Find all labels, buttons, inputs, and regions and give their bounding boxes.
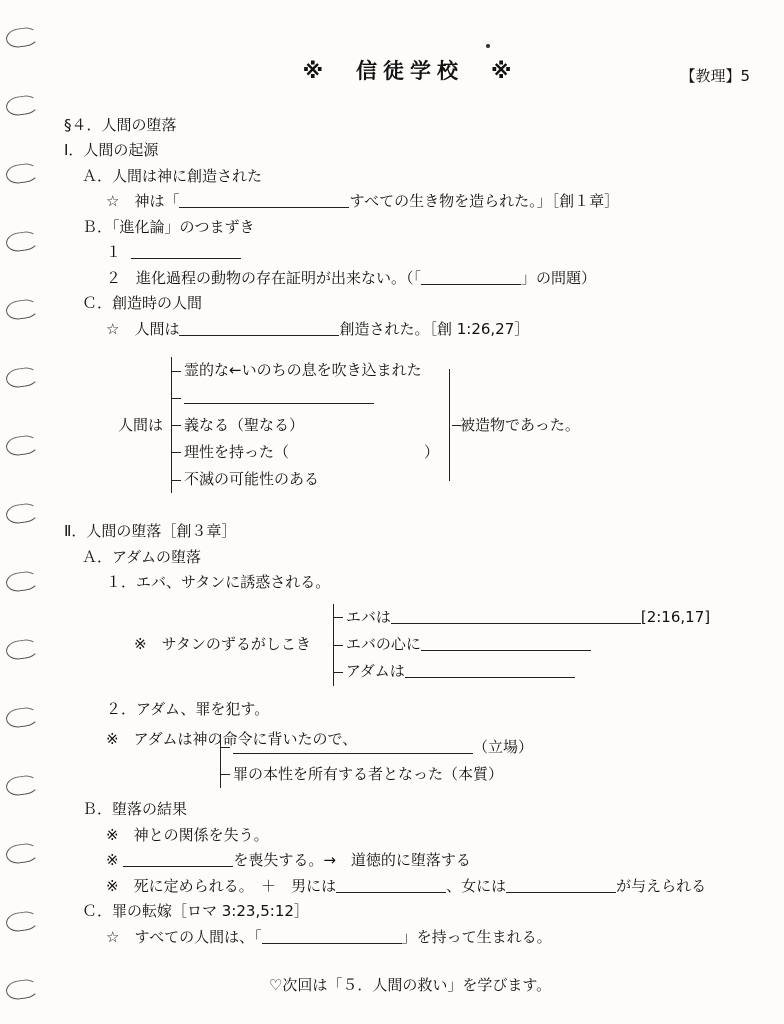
item-1-b-2-pre: ２ 進化過程の動物の存在証明が出来ない。（「 [106, 268, 422, 287]
satan-temptation-brace-group [134, 604, 760, 686]
item-2-c-star [106, 926, 760, 949]
item-1-a-star-post: すべての生き物を造られた。」［創１章］ [349, 192, 620, 210]
item-2-b: Ｂ．堕落の結果 [82, 800, 188, 818]
page-header [60, 56, 760, 88]
brace-row: 理性を持った（ ） [184, 439, 439, 466]
item-2-a-2: ２．アダム、罪を犯す。 [106, 699, 270, 718]
brace-row [346, 631, 710, 658]
blank-field[interactable] [233, 737, 473, 754]
page-number: 【教理】5 [680, 67, 750, 85]
left-brace [171, 357, 439, 493]
blank-field[interactable] [262, 927, 402, 944]
item-2-b-1: ※ 神との関係を失う。 [106, 825, 269, 844]
blank-field[interactable] [391, 607, 641, 624]
item-2-b-3-pre: ※ 死に定められる。 ＋ 男には [106, 876, 337, 895]
item-1-a: Ａ．人間は神に創造された [82, 166, 263, 185]
item-2-b-2 [106, 849, 760, 872]
item-1-b-1 [106, 241, 760, 264]
left-brace [333, 604, 710, 686]
item-2-b-2-pre: ※ [106, 851, 119, 869]
item-2-c-star-post: 」を持って生まれる。 [401, 927, 552, 946]
spiral-binding [0, 0, 46, 1024]
footer-note: ♡次回は「５．人間の救い」を学びます。 [268, 976, 552, 994]
brace-row [346, 604, 710, 631]
item-1-b-2 [106, 267, 760, 290]
item-1-c: Ｃ．創造時の人間 [82, 294, 203, 312]
item-2-b-2-mid: を喪失する。→ 道徳的に堕落する [233, 851, 471, 869]
item-2-b-3 [106, 875, 760, 898]
section-heading: §４．人間の堕落 [64, 115, 177, 134]
item-1-c-star-post: 創造された。［創 1:26,27］ [339, 319, 530, 338]
brace-row-post: （立場） [473, 737, 534, 756]
brace-tail: 被造物であった。 [460, 415, 580, 434]
brace-row-pre: エバは [345, 607, 391, 626]
brace-row [233, 734, 533, 761]
item-2-b-3-post: が与えられる [616, 876, 707, 895]
human-nature-brace-group [118, 357, 760, 493]
brace-row-blank [184, 384, 439, 411]
item-1-b-1-label: １ [106, 243, 122, 261]
item-2-c: Ｃ．罪の転嫁［ロマ 3:23,5:12］ [82, 902, 309, 920]
item-1-c-star-pre: ☆ 人間は [106, 319, 180, 338]
brace-row [346, 658, 710, 685]
item-1-b: Ｂ．「進化論」のつまずき [82, 217, 255, 236]
brace-label: 人間は [118, 415, 164, 434]
left-brace [220, 734, 533, 789]
heading-roman-1: Ⅰ．人間の起源 [64, 141, 159, 159]
item-1-a-star [106, 190, 760, 213]
item-2-a-2-star-text: ※ アダムは神の命令に背いたので、 [106, 730, 358, 748]
blank-field[interactable] [131, 242, 241, 259]
right-brace [437, 369, 450, 482]
brace-row: 霊的な←いのちの息を吹き込まれた [184, 357, 439, 384]
blank-field[interactable] [506, 876, 616, 893]
blank-field[interactable] [179, 191, 349, 208]
item-1-c-star [106, 318, 760, 341]
brace-row: 罪の本性を所有する者となった（本質） [233, 761, 533, 788]
item-2-b-3-mid: 、女には [446, 876, 507, 895]
blank-field[interactable] [421, 268, 521, 285]
item-1-b-2-post: 」の問題） [521, 268, 597, 287]
brace-row-pre: エバの心に [345, 635, 421, 653]
blank-field[interactable] [184, 388, 374, 405]
fall-result-brace-group [220, 734, 760, 789]
page-title: ※ 信徒学校 ※ [302, 59, 518, 83]
blank-field[interactable] [405, 662, 575, 679]
blank-field[interactable] [123, 850, 233, 867]
blank-field[interactable] [336, 876, 446, 893]
brace-row-post: [2:16,17] [640, 607, 711, 626]
brace-row: 義なる（聖なる） [184, 412, 439, 439]
ink-dot [486, 44, 490, 48]
item-2-a-1: １．エバ、サタンに誘惑される。 [106, 573, 331, 592]
document-body [46, 0, 784, 1024]
blank-field[interactable] [179, 319, 339, 336]
brace-row-pre: アダムは [345, 662, 405, 681]
item-2-c-star-pre: ☆ すべての人間は、「 [106, 927, 262, 946]
brace-row: 不滅の可能性のある [184, 466, 439, 493]
item-2-a: Ａ．アダムの堕落 [82, 547, 201, 566]
blank-field[interactable] [421, 634, 591, 651]
item-1-a-star-pre: ☆ 神は「 [106, 192, 180, 210]
heading-roman-2: Ⅱ．人間の堕落［創３章］ [64, 522, 237, 541]
brace-label: ※ サタンのずるがしこき [134, 635, 311, 654]
